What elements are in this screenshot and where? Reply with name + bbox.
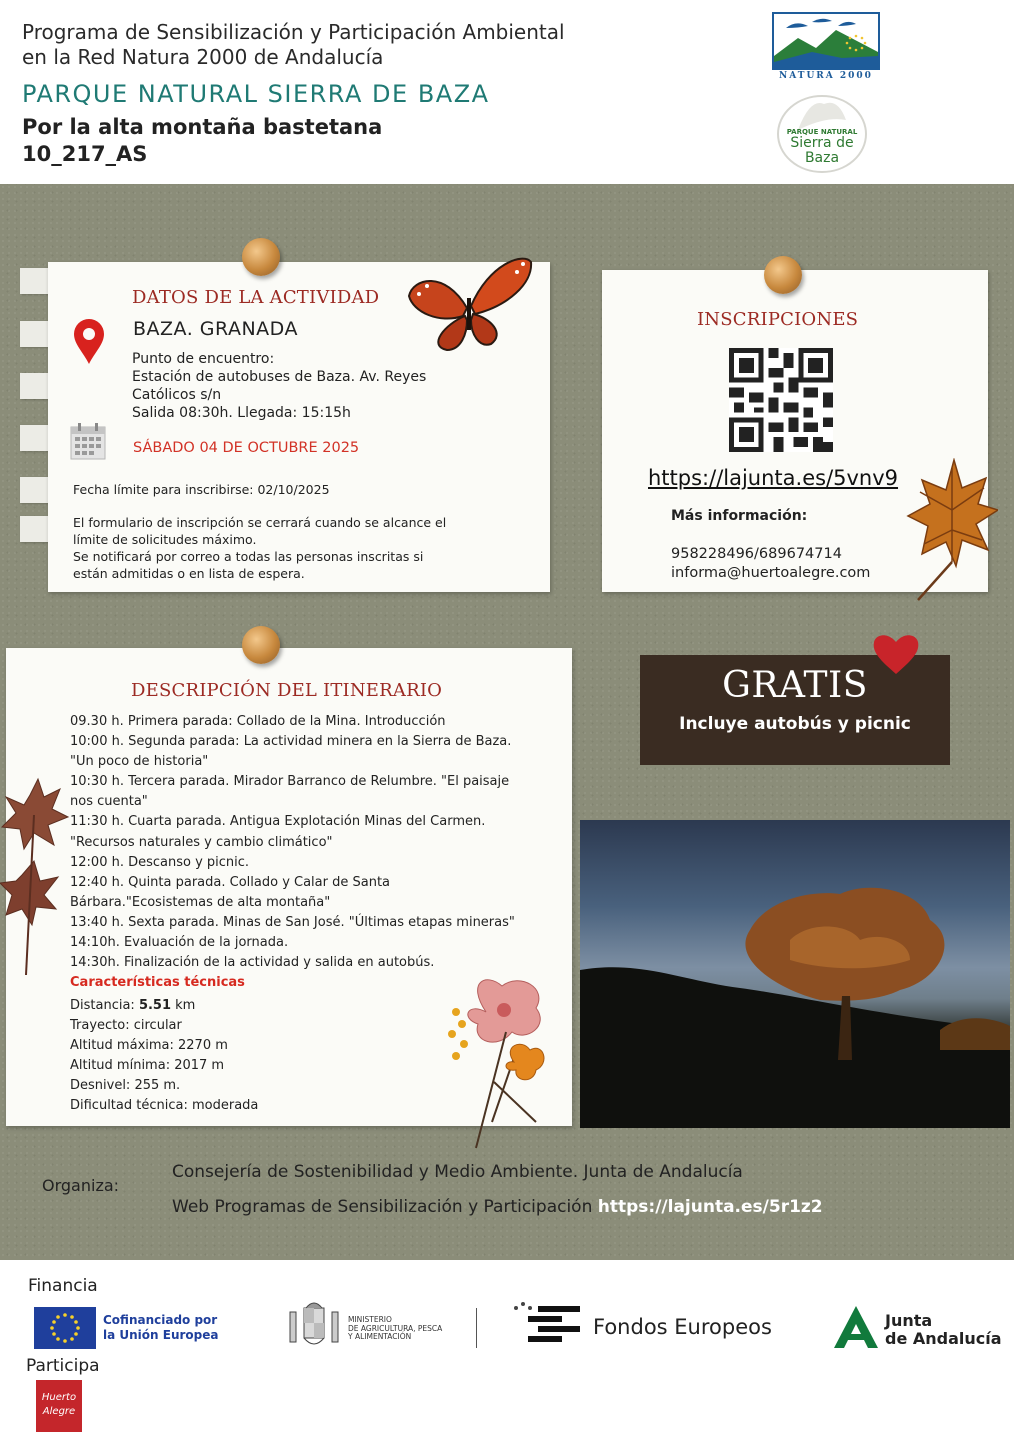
registration-title: INSCRIPCIONES <box>697 309 859 330</box>
itinerary-line: 12:40 h. Quinta parada. Collado y Calar de Santa <box>70 874 391 890</box>
organizer-line1: Consejería de Sostenibilidad y Medio Ambiente. Junta de Andalucía <box>172 1162 743 1182</box>
meeting-line: Católicos s/n <box>132 387 222 403</box>
itinerary-line: 12:00 h. Descanso y picnic. <box>70 854 250 870</box>
eu-line1: Cofinanciado por <box>103 1313 218 1327</box>
itinerary-line: 13:40 h. Sexta parada. Minas de San José. "Últimas etapas mineras" <box>70 914 515 930</box>
itinerary-line: nos cuenta" <box>70 794 148 810</box>
distance-label: Distancia: <box>70 998 139 1013</box>
financia-label: Financia <box>28 1276 98 1296</box>
tape-square <box>20 516 48 542</box>
more-info-label: Más información: <box>671 508 808 524</box>
note-line: límite de solicitudes máximo. <box>73 532 257 547</box>
note-line: El formulario de inscripción se cerrará cuando se alcance el <box>73 515 447 530</box>
flowers-illustration <box>436 972 550 1156</box>
divider <box>476 1308 477 1348</box>
tape-square <box>20 373 48 399</box>
natura-2000-logo <box>772 12 880 82</box>
huerto-line1: Huerto <box>41 1392 77 1403</box>
footer <box>0 1260 1014 1444</box>
itinerary-line: "Un poco de historia" <box>70 754 209 770</box>
organizer-url[interactable]: https://lajunta.es/5r1z2 <box>597 1197 823 1217</box>
dry-leaves-illustration <box>0 775 70 989</box>
park-name: PARQUE NATURAL SIERRA DE BAZA <box>22 80 490 108</box>
deadline-text: Fecha límite para inscribirse: 02/10/2025 <box>73 482 330 497</box>
header <box>0 0 1014 184</box>
meeting-line: Punto de encuentro: <box>132 351 275 367</box>
activity-location: BAZA. GRANADA <box>133 318 298 340</box>
contact-info <box>671 545 870 583</box>
junta-andalucia-text <box>885 1312 1002 1348</box>
qr-code-icon[interactable] <box>728 348 834 456</box>
tech-route: Trayecto: circular <box>70 1018 182 1034</box>
leaf-illustration <box>906 458 998 606</box>
tape-square <box>20 268 48 294</box>
huerto-line2: Alegre <box>42 1406 76 1417</box>
subtitle-text: Por la alta montaña bastetana <box>22 115 383 139</box>
pushpin <box>242 238 280 276</box>
eu-cofinanced-text <box>103 1313 218 1343</box>
calendar-icon <box>70 422 106 464</box>
butterfly-illustration <box>405 250 535 358</box>
pushpin <box>242 626 280 664</box>
tech-min-alt: Altitud mínima: 2017 m <box>70 1058 225 1074</box>
natura-logo-text: NATURA 2000 <box>779 71 873 81</box>
park-logo <box>776 94 868 174</box>
heart-icon <box>872 632 920 680</box>
distance-unit: km <box>171 998 196 1013</box>
huerto-alegre-logo <box>36 1380 82 1432</box>
junta-line1: Junta <box>885 1311 933 1330</box>
tech-max-alt: Altitud máxima: 2270 m <box>70 1038 228 1054</box>
tape-square <box>20 477 48 503</box>
eu-line2: la Unión Europea <box>103 1328 219 1342</box>
itinerary-title: DESCRIPCIÓN DEL ITINERARIO <box>131 680 443 701</box>
fondos-europeos-text: Fondos Europeos <box>593 1315 772 1339</box>
park-logo-name2: Baza <box>804 150 840 166</box>
itinerary-line: Bárbara."Ecosistemas de alta montaña" <box>70 894 331 910</box>
free-title: GRATIS <box>722 665 868 706</box>
ministry-line1: MINISTERIO <box>348 1315 392 1324</box>
meeting-line: Estación de autobuses de Baza. Av. Reyes <box>132 369 427 385</box>
itinerary-line: 14:30h. Finalización de la actividad y salida en autobús. <box>70 955 435 971</box>
tech-specs <box>70 996 258 1117</box>
tech-difficulty: Dificultad técnica: moderada <box>70 1098 259 1114</box>
free-subtitle: Incluye autobús y picnic <box>679 714 911 734</box>
map-pin-icon <box>72 318 106 370</box>
tape-square <box>20 321 48 347</box>
schedule-line: Salida 08:30h. Llegada: 15:15h <box>132 405 351 421</box>
tech-elevation: Desnivel: 255 m. <box>70 1078 181 1094</box>
registration-link[interactable]: https://lajunta.es/5vnv9 <box>648 466 899 490</box>
program-title <box>22 20 662 70</box>
ministry-text <box>348 1316 442 1342</box>
program-title-line1: Programa de Sensibilización y Participación Ambiental <box>22 20 565 44</box>
junta-line2: de Andalucía <box>885 1329 1002 1348</box>
itinerary-line: 11:30 h. Cuarta parada. Antigua Explotación Minas del Carmen. <box>70 814 486 830</box>
eu-flag-icon <box>34 1307 96 1349</box>
activity-date: SÁBADO 04 DE OCTUBRE 2025 <box>133 440 360 456</box>
ministry-line2: DE AGRICULTURA, PESCA <box>348 1323 443 1333</box>
contact-phone[interactable]: 958228496/689674714 <box>671 546 842 562</box>
tape-square <box>20 425 48 451</box>
tech-title: Características técnicas <box>70 975 245 990</box>
itinerary-line: 10:30 h. Tercera parada. Mirador Barranco de Relumbre. "El paisaje <box>70 774 510 790</box>
organizer-label: Organiza: <box>42 1176 120 1195</box>
meeting-info <box>132 350 492 422</box>
tech-distance <box>70 996 258 1016</box>
fondos-europeos-logo-icon <box>512 1300 584 1352</box>
ministry-line3: Y ALIMENTACIÓN <box>348 1332 412 1341</box>
tree-landscape-photo <box>580 820 1010 1128</box>
itinerary-list <box>70 712 560 973</box>
activity-subtitle <box>22 114 382 168</box>
note-line: están admitidas o en lista de espera. <box>73 566 305 581</box>
itinerary-line: "Recursos naturales y cambio climático" <box>70 834 333 850</box>
park-logo-name1: Sierra de <box>790 135 854 151</box>
pushpin <box>764 256 802 294</box>
activity-code: 10_217_AS <box>22 142 148 166</box>
park-logo-small: PARQUE NATURAL <box>786 128 858 136</box>
participa-label: Participa <box>26 1356 100 1376</box>
activity-title: DATOS DE LA ACTIVIDAD <box>132 287 380 308</box>
program-title-line2: en la Red Natura 2000 de Andalucía <box>22 45 384 69</box>
park-logo-text <box>776 128 868 166</box>
note-line: Se notificará por correo a todas las personas inscritas si <box>73 549 424 564</box>
itinerary-line: 09.30 h. Primera parada: Collado de la Mina. Introducción <box>70 714 446 729</box>
spain-coat-of-arms-icon <box>286 1298 342 1356</box>
junta-andalucia-logo-icon <box>834 1304 880 1354</box>
registration-note <box>73 514 523 582</box>
distance-value: 5.51 <box>138 998 172 1013</box>
organizer-web <box>172 1197 823 1217</box>
itinerary-line: 14:10h. Evaluación de la jornada. <box>70 935 289 951</box>
itinerary-line: 10:00 h. Segunda parada: La actividad minera en la Sierra de Baza. <box>70 734 512 750</box>
organizer-line2: Web Programas de Sensibilización y Participación <box>172 1197 598 1217</box>
contact-email[interactable]: informa@huertoalegre.com <box>671 565 871 581</box>
